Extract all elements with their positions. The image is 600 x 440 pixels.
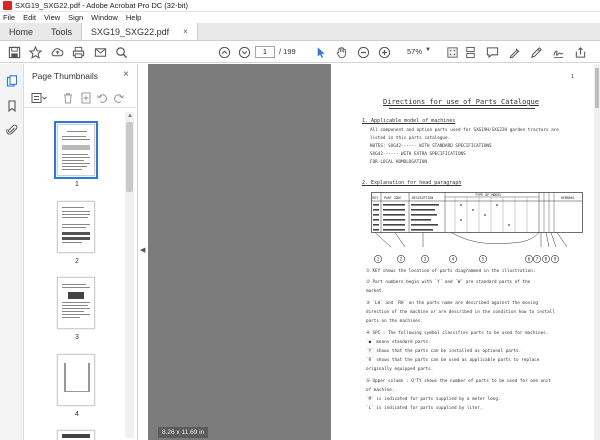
zoom-in-icon[interactable] <box>376 44 392 60</box>
navigation-rail <box>0 64 24 440</box>
section-1-line: listed in this parts catalogue. <box>370 136 451 141</box>
page-corner-number: 1 <box>571 74 575 80</box>
explanation-line: ⑤ Upper column : Q'TY shows the number of parts to be used for one unit <box>366 379 551 384</box>
legend-circle-label: 6 <box>527 256 531 262</box>
select-cursor-icon[interactable] <box>312 44 328 60</box>
acrobat-app-icon <box>3 1 12 10</box>
thumbnail-page-number: 2 <box>75 258 79 265</box>
page-thumbnail-2[interactable] <box>57 201 95 253</box>
section-1-line: FOR LOCAL HOMOLOGATION <box>370 160 427 165</box>
delete-page-icon[interactable] <box>61 91 75 105</box>
scroll-up-icon[interactable]: ▲ <box>127 113 133 119</box>
document-scrollbar[interactable] <box>594 64 600 440</box>
legend-circle-label: 2 <box>399 256 403 262</box>
hand-tool-icon[interactable] <box>333 44 349 60</box>
thumbnail-options-icon[interactable] <box>30 91 48 105</box>
tab-document-label: SXG19_SXG22.pdf <box>91 26 170 37</box>
explanation-line: `L´ is indicated for parts supplied by liter. <box>366 406 483 411</box>
document-viewport[interactable] <box>148 64 594 440</box>
zoom-out-icon[interactable] <box>355 44 371 60</box>
table-part-code-header: PART CODE <box>384 196 402 200</box>
legend-circle-label: 4 <box>451 256 455 262</box>
explanation-line: `M´ is indicated for parts supplied by a meter long. <box>366 397 501 402</box>
page-thumbnail-3[interactable] <box>57 277 95 329</box>
collapse-panel-icon[interactable]: ◀ <box>140 247 146 254</box>
menu-help[interactable]: Help <box>125 13 142 22</box>
page-thumbnail-1[interactable] <box>57 124 95 176</box>
sign-icon[interactable] <box>550 44 566 60</box>
section-2-heading: 2. Explanation for head paragraph <box>362 180 462 186</box>
thumbnail-page-number: 3 <box>75 334 79 341</box>
main-toolbar <box>0 41 600 63</box>
zoom-level[interactable]: 57% <box>407 47 423 56</box>
legend-circle-label: 3 <box>423 256 427 262</box>
bookmarks-icon[interactable] <box>5 99 19 113</box>
insert-page-icon[interactable] <box>79 91 93 105</box>
menu-edit[interactable]: Edit <box>23 13 37 22</box>
zoom-dropdown-icon[interactable]: ▼ <box>425 47 431 53</box>
title-bar <box>0 0 600 12</box>
thumbnail-scrollbar[interactable] <box>125 112 134 438</box>
undo-icon[interactable] <box>95 91 109 105</box>
tab-document[interactable] <box>81 23 198 40</box>
table-description-header: DESCRIPTION <box>412 196 434 200</box>
explanation-line: ③ `LH´ and `RH´ on the parts name are described against the moving <box>366 301 539 306</box>
menu-file[interactable]: File <box>3 13 16 22</box>
cloud-upload-icon[interactable] <box>49 44 65 60</box>
explanation-line: of machine. <box>366 388 395 393</box>
legend-circle-label: 5 <box>481 256 485 262</box>
page-size-badge: 8.26 x 11.69 in <box>158 427 208 438</box>
section-1-line: SXG42------ WITH EXTRA SPECIFICATIONS <box>370 152 466 157</box>
explanation-line: ① KEY shows the location of parts diagrammed in the illustration. <box>366 269 536 274</box>
legend-circle-label: 8 <box>544 256 548 262</box>
explanation-line: market. <box>366 289 385 294</box>
highlight-pen-icon[interactable] <box>506 44 522 60</box>
pdf-page <box>331 64 594 440</box>
menu-bar <box>0 12 600 23</box>
email-icon[interactable] <box>92 44 108 60</box>
explanation-line: `R´ shows that the parts can be used as applicable parts to replace <box>366 358 540 363</box>
page-thumbnail-4[interactable] <box>57 354 95 406</box>
title-underline <box>389 108 535 109</box>
page-thumbnail-5[interactable] <box>57 430 95 440</box>
menu-sign[interactable]: Sign <box>68 13 84 22</box>
tab-bar <box>0 23 600 41</box>
legend-circles <box>371 254 561 264</box>
explanation-line: parts on the machines. <box>366 319 423 324</box>
menu-window[interactable]: Window <box>91 13 118 22</box>
section-1-line: All component and option parts used for SXG19H/SXG22H garden tractors are <box>370 128 559 133</box>
bookmark-star-icon[interactable] <box>27 44 43 60</box>
next-page-icon[interactable] <box>236 44 252 60</box>
panel-title: Page Thumbnails <box>32 71 98 81</box>
page-total: / 199 <box>279 47 296 56</box>
table-remarks-header: REMARKS <box>561 196 575 200</box>
explanation-line: `●´ means standard parts. <box>366 340 431 345</box>
legend-circle-label: 1 <box>376 256 380 262</box>
previous-page-icon[interactable] <box>216 44 232 60</box>
table-key-header: KEY <box>372 196 379 200</box>
draw-icon[interactable] <box>528 44 544 60</box>
tab-home[interactable]: Home <box>9 26 34 37</box>
document-title: Directions for use of Parts Catalogue <box>383 98 539 106</box>
redo-icon[interactable] <box>112 91 126 105</box>
document-scroll-thumb[interactable] <box>595 68 599 108</box>
thumbnail-page-number: 4 <box>75 411 79 418</box>
explanation-line: ② Part numbers begin with `Y´ and `W´ are standard parts of the <box>366 280 531 285</box>
section-1-line: NOTES: SXG42------ WITH STANDARD SPECIFICATIONS <box>370 144 492 149</box>
fit-page-icon[interactable] <box>444 44 460 60</box>
legend-circle-label: 9 <box>553 256 557 262</box>
print-icon[interactable] <box>70 44 86 60</box>
panel-toolbar <box>24 88 138 108</box>
explanation-line: originally equipped parts. <box>366 367 434 372</box>
legend-circle-label: 7 <box>535 256 539 262</box>
thumbnail-scroll-thumb[interactable] <box>126 122 133 192</box>
section-1-heading: 1. Applicable model of machines <box>362 118 456 124</box>
thumbnail-page-number: 1 <box>75 181 79 188</box>
menu-view[interactable]: View <box>44 13 61 22</box>
page-number-input[interactable]: 1 <box>255 46 275 58</box>
page-thumbnails-icon[interactable] <box>5 74 19 88</box>
panel-close-icon[interactable]: × <box>123 69 129 80</box>
page-thumbnails-panel <box>24 64 138 440</box>
share-icon[interactable] <box>572 44 588 60</box>
attachments-icon[interactable] <box>5 123 19 137</box>
explanation-line: `Y´ shows that the parts can be installed as optional parts. <box>366 349 522 354</box>
tab-tools[interactable]: Tools <box>51 26 73 37</box>
example-parts-table <box>371 192 583 249</box>
explanation-line: ④ SPC : The following symbol classifies parts to be used for machines. <box>366 331 549 336</box>
scroll-mode-icon[interactable] <box>462 44 478 60</box>
table-type-header: TYPE OF MODEL <box>475 193 502 197</box>
tab-close-icon[interactable]: × <box>183 27 188 36</box>
explanation-line: direction of the machine or are described in the condition how to install <box>366 310 555 315</box>
search-icon[interactable] <box>113 44 129 60</box>
save-icon[interactable] <box>6 44 22 60</box>
window-title: SXG19_SXG22.pdf - Adobe Acrobat Pro DC (32-bit) <box>15 1 189 10</box>
comment-icon[interactable] <box>484 44 500 60</box>
